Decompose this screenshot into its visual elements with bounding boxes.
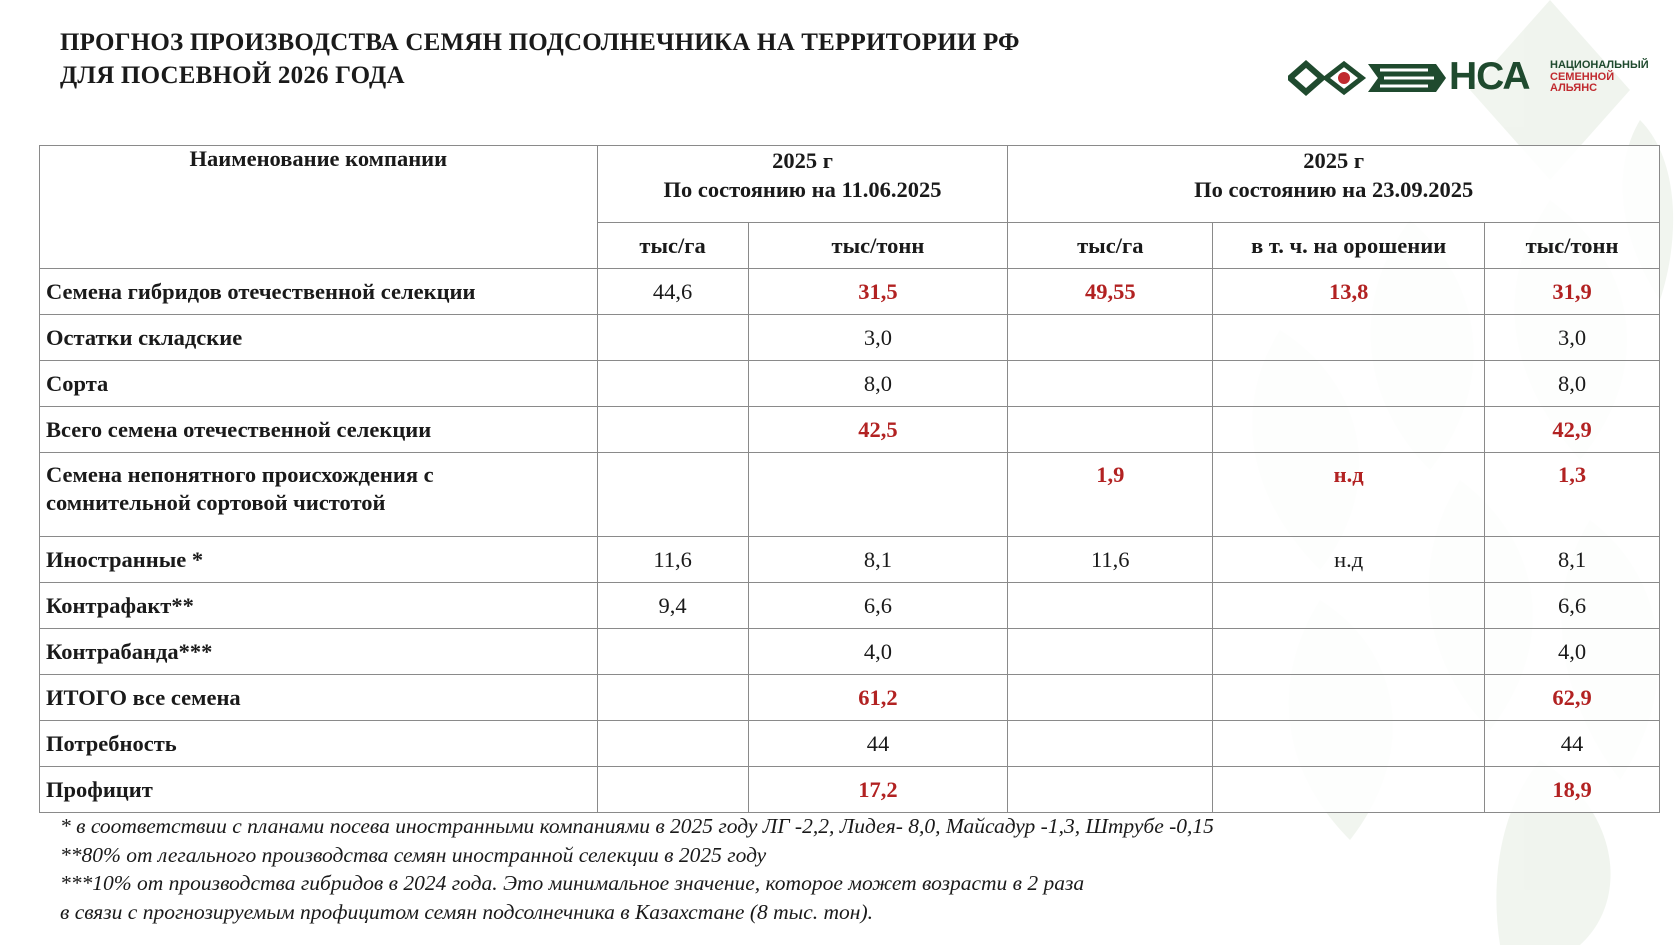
cell <box>597 675 748 721</box>
unit-header: тыс/тонн <box>748 223 1008 269</box>
footnote: **80% от легального производства семян иностранной селекции в 2025 году <box>60 842 767 867</box>
cell: 11,6 <box>1008 537 1213 583</box>
cell: 44,6 <box>597 269 748 315</box>
unit-header: тыс/тонн <box>1485 223 1660 269</box>
table-row <box>40 361 1660 407</box>
row-label: Остатки складские <box>40 315 598 361</box>
table-row <box>40 583 1660 629</box>
row-label-line-2: сомнительной сортовой чистотой <box>46 490 386 515</box>
logo-subtitle <box>1550 60 1649 95</box>
cell: 42,9 <box>1485 407 1660 453</box>
cell: 44 <box>748 721 1008 767</box>
cell <box>597 629 748 675</box>
cell <box>1008 767 1213 813</box>
cell: 13,8 <box>1213 269 1485 315</box>
logo-emblem-icon <box>1288 56 1448 100</box>
header-company: Наименование компании <box>40 146 598 269</box>
logo-sub-line-3: АЛЬЯНС <box>1550 82 1598 94</box>
cell <box>597 453 748 537</box>
cell <box>597 407 748 453</box>
header-period-1 <box>597 146 1008 223</box>
cell: 1,3 <box>1485 453 1660 537</box>
cell: 8,1 <box>1485 537 1660 583</box>
header-period-2-date: По состоянию на 23.09.2025 <box>1194 177 1474 202</box>
footnote: ***10% от производства гибридов в 2024 года. Это минимальное значение, которое может возрасти в 2 раза <box>60 871 1085 895</box>
table-row <box>40 629 1660 675</box>
table-row <box>40 269 1660 315</box>
cell <box>1008 315 1213 361</box>
cell <box>1213 629 1485 675</box>
footnotes <box>60 812 1214 926</box>
cell: 8,0 <box>1485 361 1660 407</box>
logo-wordmark: НСА <box>1449 55 1530 98</box>
cell <box>1213 407 1485 453</box>
cell <box>597 767 748 813</box>
cell: 8,0 <box>748 361 1008 407</box>
forecast-table <box>39 145 1660 813</box>
row-label: Семена гибридов отечественной селекции <box>40 269 598 315</box>
cell: 4,0 <box>748 629 1008 675</box>
table-row <box>40 721 1660 767</box>
cell: 17,2 <box>748 767 1008 813</box>
footnote: в связи с прогнозируемым профицитом семян подсолнечника в Казахстане (8 тыс. тон). <box>60 899 873 924</box>
cell: 3,0 <box>748 315 1008 361</box>
row-label: Контрабанда*** <box>40 629 598 675</box>
cell <box>1213 675 1485 721</box>
title-line-1: ПРОГНОЗ ПРОИЗВОДСТВА СЕМЯН ПОДСОЛНЕЧНИКА НА ТЕРРИТОРИИ РФ <box>60 29 1020 56</box>
header-period-1-year: 2025 г <box>772 148 833 173</box>
table-row <box>40 407 1660 453</box>
cell <box>1008 675 1213 721</box>
table-header-row <box>40 146 1660 223</box>
title-line-2: ДЛЯ ПОСЕВНОЙ 2026 ГОДА <box>60 62 405 89</box>
cell: н.д <box>1213 453 1485 537</box>
header-period-2 <box>1008 146 1660 223</box>
cell <box>597 721 748 767</box>
page-title <box>60 26 1020 92</box>
unit-header: в т. ч. на орошении <box>1213 223 1485 269</box>
cell <box>1213 721 1485 767</box>
cell <box>748 453 1008 537</box>
cell <box>1213 583 1485 629</box>
cell <box>1213 767 1485 813</box>
cell: 9,4 <box>597 583 748 629</box>
cell: 31,5 <box>748 269 1008 315</box>
cell <box>1213 361 1485 407</box>
unit-header: тыс/га <box>597 223 748 269</box>
row-label: ИТОГО все семена <box>40 675 598 721</box>
header-period-1-date: По состоянию на 11.06.2025 <box>663 177 942 202</box>
cell: 8,1 <box>748 537 1008 583</box>
cell: 49,55 <box>1008 269 1213 315</box>
cell: 11,6 <box>597 537 748 583</box>
row-label: Сорта <box>40 361 598 407</box>
row-label <box>40 453 598 537</box>
cell <box>597 361 748 407</box>
cell: 18,9 <box>1485 767 1660 813</box>
table-row <box>40 537 1660 583</box>
cell: 31,9 <box>1485 269 1660 315</box>
cell: 62,9 <box>1485 675 1660 721</box>
nsa-logo <box>1288 56 1658 100</box>
cell <box>1008 361 1213 407</box>
cell: 44 <box>1485 721 1660 767</box>
cell <box>1213 315 1485 361</box>
cell: 42,5 <box>748 407 1008 453</box>
row-label: Контрафакт** <box>40 583 598 629</box>
cell: 61,2 <box>748 675 1008 721</box>
cell: н.д <box>1213 537 1485 583</box>
cell <box>1008 629 1213 675</box>
table-row <box>40 315 1660 361</box>
cell: 6,6 <box>1485 583 1660 629</box>
footnote: * в соответствии с планами посева иностранными компаниями в 2025 году ЛГ -2,2, Лидея- 8,0, Майсадур -1,3, Штрубе -0,15 <box>60 814 1214 838</box>
table-row <box>40 675 1660 721</box>
cell: 1,9 <box>1008 453 1213 537</box>
table-row <box>40 767 1660 813</box>
table-row <box>40 453 1660 537</box>
row-label: Профицит <box>40 767 598 813</box>
cell: 3,0 <box>1485 315 1660 361</box>
cell <box>1008 583 1213 629</box>
cell: 6,6 <box>748 583 1008 629</box>
header-period-2-year: 2025 г <box>1303 148 1365 173</box>
logo-sub-line-2: СЕМЕННОЙ <box>1550 70 1615 83</box>
cell <box>1008 721 1213 767</box>
row-label: Всего семена отечественной селекции <box>40 407 598 453</box>
unit-header: тыс/га <box>1008 223 1213 269</box>
row-label: Иностранные * <box>40 537 598 583</box>
cell: 4,0 <box>1485 629 1660 675</box>
cell <box>1008 407 1213 453</box>
cell <box>597 315 748 361</box>
row-label: Потребность <box>40 721 598 767</box>
logo-sub-line-1: НАЦИОНАЛЬНЫЙ <box>1550 59 1649 71</box>
row-label-line-1: Семена непонятного происхождения с <box>46 462 434 487</box>
